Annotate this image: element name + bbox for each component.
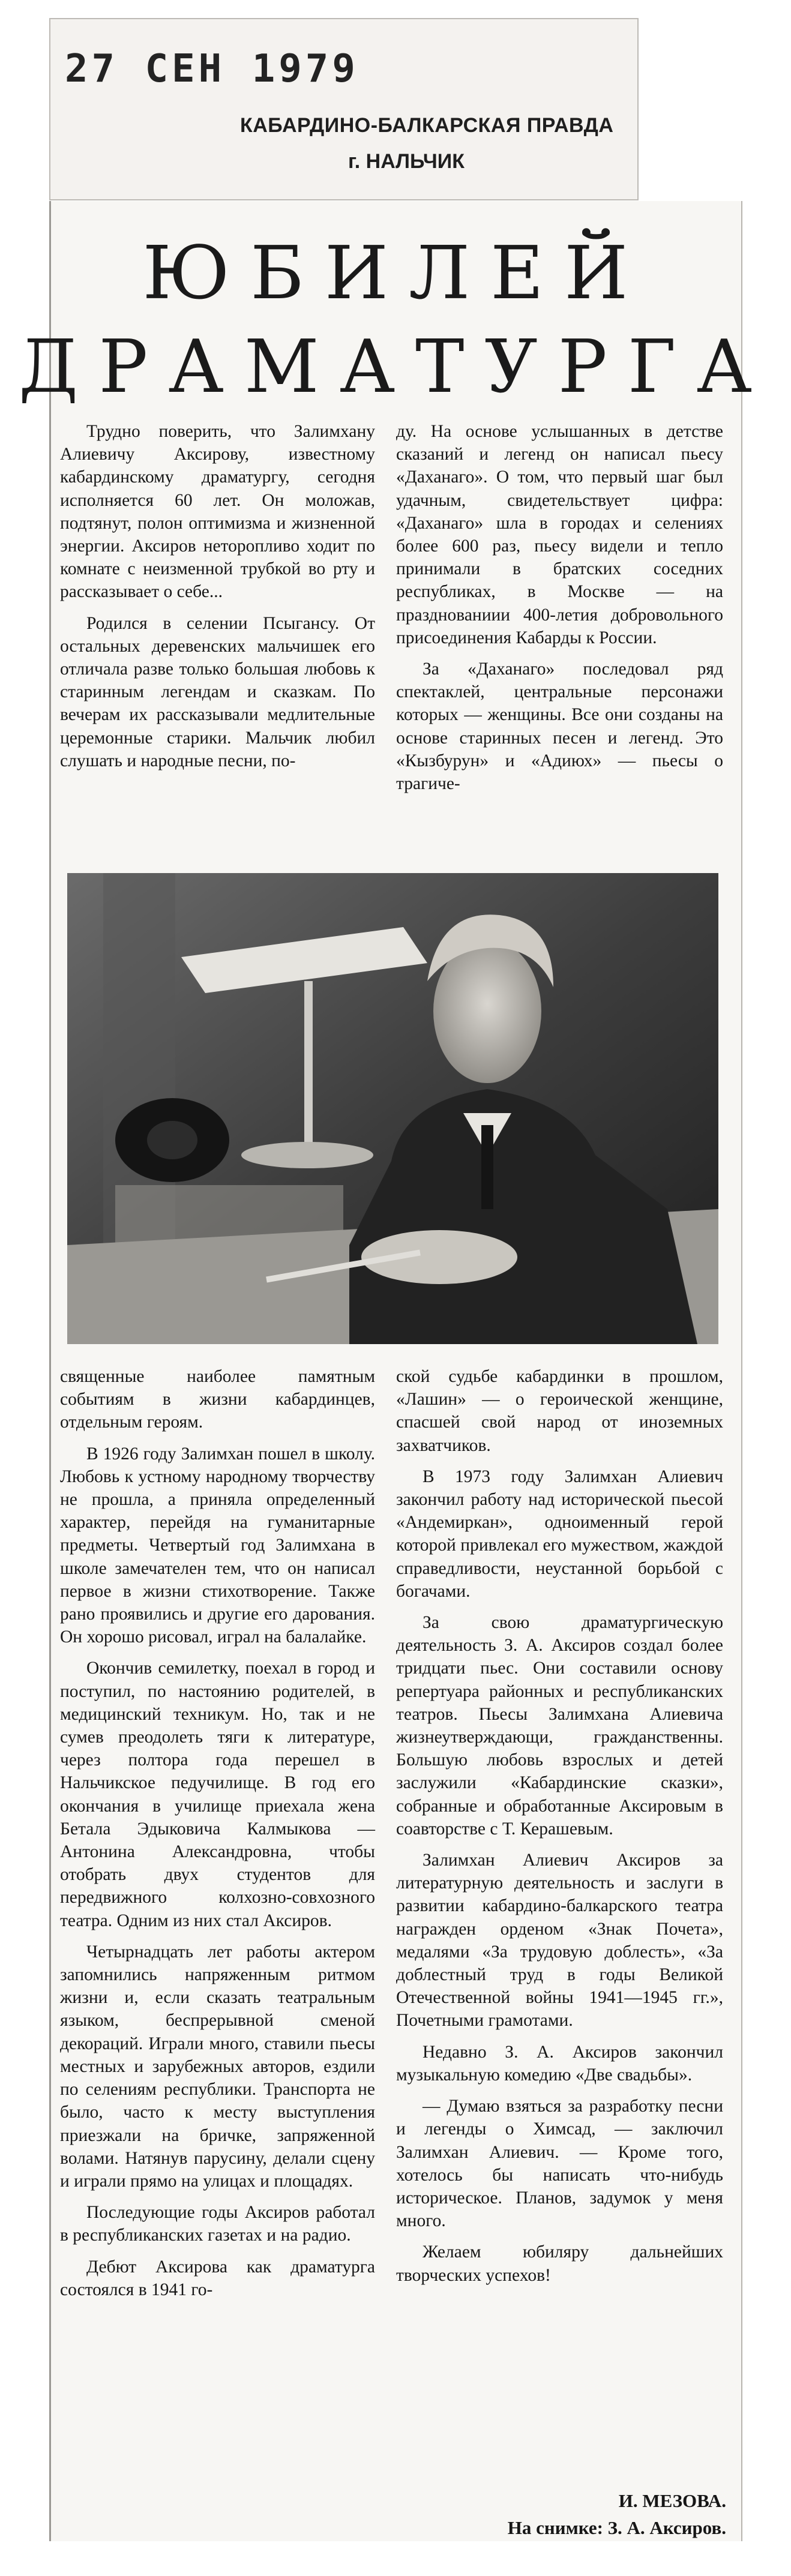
paragraph: Желаем юбиляру дальнейших творческих успехов! [396, 2242, 723, 2285]
paragraph: ской судьбе кабардинки в прошлом, «Лашин» — о героической женщине, спасшей свой народ от иноземных захватчиков. [396, 1367, 723, 1455]
clipping-date-stamp: 27 СЕН 1979 [65, 47, 359, 91]
paragraph: В 1926 году Залимхан пошел в школу. Любовь к устному народному творчеству не прошла, а приняла определенный характер, перейдя на гуманитарные предметы. Четвертый год Залимхана в школе замечателен тем, что он написал первое в жизни стихотворение. Также рано проявились и другие его дарования. Он хорошо рисовал, играл на балалайке. [60, 1444, 375, 1647]
paragraph: Недавно З. А. Аксиров закончил музыкальную комедию «Две свадьбы». [396, 2042, 723, 2085]
paragraph: — Думаю взяться за разработку песни и легенды о Химсад, — заключил Залимхан Алиевич. — Кроме того, хотелось бы написать что-нибудь историческое. Планов, задумок у меня много. [396, 2097, 723, 2231]
paragraph: За свою драматургическую деятельность З. А. Аксиров создал более тридцати пьес. Они составили основу репертуара районных и республиканских театров. Пьесы Залимхана Алиевича жизнеутверждающи, гражданственны. Большую любовь взрослых и детей заслужили «Кабардинские сказки», собранные и обработанные Аксировым в соавторстве с Т. Керашевым. [396, 1613, 723, 1839]
headline-line-2: ДРАМАТУРГА [19, 324, 772, 409]
paragraph: Четырнадцать лет работы актером запомнились напряженным ритмом жизни и, если сказать театральным языком, беспрерывной сменой декораций. Играли много, ставили пьесы местных и зарубежных авторов, ездили по селениям республики. Транспорта не было, часто к месту выступления приезжали на бричке, запряженной волами. Натянув парусину, делали сцену и играли прямо на улицах и площадях. [60, 1942, 375, 2191]
newspaper-city-stamp: г. НАЛЬЧИК [348, 150, 465, 173]
author-signature: И. МЕЗОВА. [618, 2490, 726, 2511]
clipping-stamp-area [49, 18, 639, 200]
photo-caption: На снимке: З. А. Аксиров. [507, 2517, 726, 2538]
paragraph: За «Даханаго» последовал ряд спектаклей, центральные персонажи которых — женщины. Все они созданы на основе старинных песен и легенд. Это «Кызбурун» и «Адиюх» — пьесы о трагиче- [396, 659, 723, 794]
newspaper-name-stamp: КАБАРДИНО-БАЛКАРСКАЯ ПРАВДА [240, 114, 614, 137]
paragraph: Родился в селении Псыгансу. От остальных деревенских мальчишек его отличала разве только большая любовь к старинным легендам и сказкам. По вечерам их рассказывали медлительные церемонные старики. Мальчик любил слушать и народные песни, по- [60, 613, 375, 770]
paragraph: священные наиболее памятным событиям в жизни кабардинцев, отдельным героям. [60, 1367, 375, 1432]
paragraph: В 1973 году Залимхан Алиевич закончил работу над исторической пьесой «Андемиркан», одноименный герой которой привлекал его мужеством, жаждой справедливости, неустанной борьбой с богачами. [396, 1467, 723, 1601]
paragraph: Последующие годы Аксиров работал в республиканских газетах и на радио. [60, 2203, 375, 2245]
article-column-2-bottom [396, 1365, 723, 2287]
article-column-2-top [396, 420, 723, 795]
paragraph: Залимхан Алиевич Аксиров за литературную деятельность и заслуги в развитии кабардино-балкарского театра награжден орденом «Знак Почета», медалями «За трудовую доблесть», «За доблестный труд в годы Великой Отечественной войны 1941—1945 гг.», Почетными грамотами. [396, 1851, 723, 2031]
article-column-1-top [60, 420, 375, 772]
paragraph: Трудно поверить, что Залимхану Алиевичу Аксирову, известному кабардинскому драматургу, сегодня исполняется 60 лет. Он моложав, подтянут, полон оптимизма и жизненной энергии. Аксиров неторопливо ходит по комнате с неизменной трубкой во рту и рассказывает о себе... [60, 422, 375, 602]
portrait-photo-image [67, 873, 718, 1344]
paragraph: ду. На основе услышанных в детстве сказаний и легенд он написал пьесу «Даханаго». О том, что первый шаг был удачным, свидетельствует цифра: «Даханаго» шла в городах и селениях более 600 раз, пьесу видели и тепло принимали в братских соседних республиках, в Москве — на празднованиии 400-летия добровольного присоединения Кабарды к России. [396, 422, 723, 647]
headline-line-1: ЮБИЛЕЙ [142, 230, 649, 316]
paragraph: Окончив семилетку, поехал в город и поступил, по настоянию родителей, в медицинский техникум. Но, так и не сумев преодолеть тяги к литературе, через полтора года перешел в Нальчикское педучилище. В год его окончания в училище приехала жена Бетала Эдыковича Калмыкова — Антонина Александровна, чтобы отобрать двух студентов для передвижного колхозно-совхозного театра. Одним из них стал Аксиров. [60, 1659, 375, 1930]
article-column-1-bottom [60, 1365, 375, 2301]
article-photo [67, 873, 718, 1344]
paragraph: Дебют Аксирова как драматурга состоялся в 1941 го- [60, 2257, 375, 2299]
